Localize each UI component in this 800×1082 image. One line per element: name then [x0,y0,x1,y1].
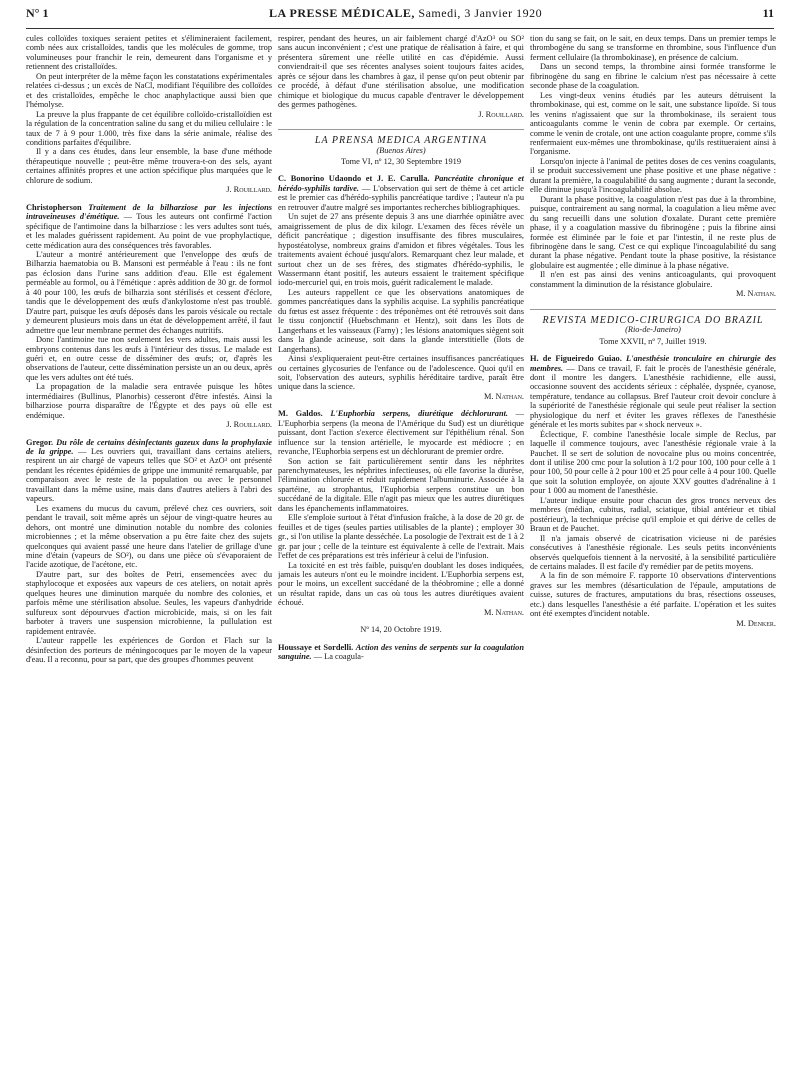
paragraph: L'auteur a montré antérieurement que l'enveloppe des œufs de Bilharzia haematobia ou B. Mansoni est perméable à l'eau : ils ne font pas éclosion dans l'urine sans addition d'eau. Elle est également perméable au formol, ou à l'émétique : après addition de 30 gr. de formol à 40 pour 100, les œufs de bilharzia sont stérilisés et cessent d'éclore, tandis que le développement des œufs d'ankylostome n'est pas troublé. D'autre part, puisque les œufs déposés dans les parois vésicale ou rectale y demeurent plusieurs mois dans un état de développement arrêté, il faut admettre que leur membrane permet des échanges nutritifs. [26,249,272,335]
abstract-author: M. Galdos. [278,409,323,419]
journal-name: LA PRESSE MÉDICALE, [269,6,415,20]
paragraph: Il n'en est pas ainsi des venins anticoagulants, qui provoquent constamment la diminution de la résistance globulaire. [530,270,776,289]
abstract-author: H. de Figueiredo Guiao. [530,354,622,364]
paragraph: Durant la phase positive, la coagulation n'est pas due à la thrombine, puisque, contrairement au sang normal, la coagulation a lieu même avec du sang recueilli dans une solution d'oxalate. Durant cette première phase, il y a coagulation massive du fibrinogène ; puis la fibrine ainsi formée est éliminée par le foie et par l'intestin, il ne reste plus de fibrinogène dans le sang. C'est ce qui explique l'incoagulabilité du sang durant la phase négative. Pendant toute la phase positive, la résistance globulaire est augmentée ; elle diminue à la phase négative. [530,194,776,270]
signature: J. Rouillard. [478,109,524,119]
journal-title [269,6,542,21]
abstract-title: Action des venins de serpents sur la coagulation sanguine. [278,642,524,662]
journal-name: LA PRENSA MEDICA ARGENTINA [278,129,524,145]
abstract-text: — Tous les auteurs ont confirmé l'action spécifique de l'antimoine dans la bilharziose : les vers adultes sont tués, et les malades guérissent rapidement. Au point de vue prophylactique, cette médication aura des conséquences très favorables. [26,212,272,250]
abstract-entry [278,643,524,662]
column-2 [278,34,524,1072]
abstract-text: — Dans ce travail, F. fait le procès de l'anesthésie générale, dont il montre les dangers. L'anesthésie rachidienne, elle aussi, occasionne souvent des accidents sérieux : céphalée, dyspnée, cyanose, température, tendance au collapsus. Bref l'auteur croit devoir conclure à la supériorité de l'anesthésie régionale qui seule peut réaliser la section physiologique du nerf et éviter les graves réflexes de l'anesthésie générale et les morts subites par « shock nerveux ». [530,363,776,430]
paragraph: La propagation de la maladie sera entravée puisque les hôtes intermédiaires (Bullinus, Planorbis) cesseront d'être infestés. Ainsi la bilharziose pourra disparaître de l'Égypte et des pays où elle est endémique. [26,382,272,420]
abstract-author: C. Bonorino Udaondo et J. E. Carulla. [278,174,430,184]
abstract-text: — La coagula- [313,652,364,662]
abstract-entry [278,409,524,617]
article-columns [26,34,776,1072]
paragraph: La preuve la plus frappante de cet équilibre colloïdo-cristalloïdien est la régulation de la concentration saline du sang et du milieu cellulaire : le taux de 7 à 9 pour 1.000, très fixe dans la série animale, réalise des conditions parfaites d'équilibre. [26,109,272,147]
signature: J. Rouillard. [226,185,272,195]
paragraph [278,409,524,456]
journal-volume: Tome XXVII, nº 7, Juillet 1919. [599,336,707,346]
paragraph: respirer, pendant des heures, un air faiblement chargé d'AzO³ ou SO² sans aucun inconvénient ; c'est une pratique de réalisation à faire, et qui présentera sûrement une réelle utilité en cas d'épidémie. Aussi conviendrait-il que ses récentes analyses soient toujours faites acides, après ce séjour dans les chambres à gaz, il pense qu'on peut obtenir par ce procédé, à défaut d'une stérilisation absolue, une modification chimique et biologique du mucus capable d'entraver le développement des germes pathogènes. [278,34,524,110]
paragraph: La toxicité en est très faible, puisqu'en doublant les doses indiquées, jamais les auteurs n'ont eu le moindre incident. L'Euphorbia serpens est, pour le moins, un excellent succédané de la théobromine ; elle a donné un résultat rapide, dans un cas où tous les autres diurétiques avaient échoué. [278,560,524,608]
journal-place: (Buenos Aires) [376,145,426,155]
paragraph: Les auteurs rappellent ce que les observations anatomiques de gommes pancréatiques dans la syphilis acquise. La syphilis pancréatique du fœtus est assez fréquente : des tréponèmes ont été retrouvés soit dans le tissu conjonctif (Huebschmann et Hentz), soit dans les îlots de Langerhans et les vaisseaux (Farny) ; les lésions anatomiques siègent soit dans la glande acineuse, soit dans la glande interstitielle (îlots de Langerhans). [278,287,524,354]
paragraph [530,354,776,430]
page-number: 11 [762,6,774,20]
abstract-author: Christopherson [26,202,82,212]
paragraph: On peut interpréter de la même façon les constatations expérimentales relatées ci-dessus ; un excès de NaCl, modifiant l'équilibre des colloïdes et des cristalloïdes, empêche le choc anaphylactique aussi bien que l'hémolyse. [26,71,272,110]
journal-name: REVISTA MEDICO-CIRURGICA DO BRAZIL [530,309,776,325]
abstract-text: — Les ouvriers qui, travaillant dans certains ateliers, respirent un air chargé de vapeurs telles que SO² et AzO³ ont présenté pendant les récentes épidémies de grippe une immunité remarquable, par comparaison avec le reste de la population ou avec le personnel travaillant dans la même usine, mais dans d'autres ateliers à l'abri des vapeurs. [26,447,272,504]
abstract-title: Du rôle de certains désinfectants gazeux dans la prophylaxie de la grippe. [26,437,272,457]
signature: M. Nathan. [483,607,524,617]
signature: M. Nathan. [483,391,524,401]
signature: J. Rouillard. [226,420,272,430]
journal-place: (Rio-de-Janeiro) [625,325,681,335]
column-3 [530,34,776,1072]
journal-heading [530,309,776,346]
paragraph: tion du sang se fait, on le sait, en deux temps. Dans un premier temps le thrombogène du sang se transforme en thrombine, sous l'influence d'un ferment cellulaire (la thrombokinase), en présence de calcium. [530,34,776,62]
abstract-author: Gregor. [26,437,54,447]
paragraph: D'autre part, sur des boîtes de Petri, ensemencées avec du staphylocoque et exposées aux vapeurs de ces ateliers, on notait après quelques heures une diminution marquée du nombre des colonies, et parfois même une stérilisation absolue. Seules, les vapeurs d'anhydride sulfureux sont dépourvues d'action microbicide, mais, si on les fait barboter à travers une suspension microbienne, la pullulation est rapidement entravée. [26,569,272,636]
page-header [26,6,774,29]
paragraph: cules colloïdes toxiques seraient petites et s'élimineraient facilement, comb nées aux cristalloïdes, tandis que les molécules de gomme, trop volumineuses pour franchir le rein, demeurent dans l'organisme et y retiennent des cristalloïdes. [26,34,272,72]
paragraph [278,643,524,662]
paragraph [26,438,272,504]
abstract-title: L'Euphorbia serpens, diurétique déchlorurant. [330,409,509,419]
paragraph: Éclectique, F. combine l'anesthésie locale simple de Reclus, par laquelle il commence toujours, avec l'anesthésie régionale vraie à la Pauchet. Il se sert de solution de novocaïne plus ou moins concentrée, dont il utilise 200 cmc pour la solution à 1/2 pour 100, 100 pour celle à 1 pour 100, 50 pour celle à 2 pour 100 et 25 pour celle à 4 pour 100. Quelle que soit la solution employée, on ajoute XXV gouttes d'adrénaline à 1 pour 1 000 au moment de l'anesthésie. [530,429,776,496]
abstract-title: Traitement de la bilharziose par les injections intraveineuses d'émétique. [26,202,272,222]
abstract-author: Houssaye et Sordelli. [278,642,354,652]
issue-number: N° 1 [26,6,49,20]
abstract-entry [278,174,524,401]
paragraph: L'auteur indique ensuite pour chacun des gros troncs nerveux des membres (médian, cubitus, radial, sciatique, tibial antérieur et tibial postérieur), la technique précise qu'il emploie et qui dérive de celles de Braun et de Pauchet. [530,495,776,534]
journal-heading [278,129,524,166]
paragraph: Il y a dans ces études, dans leur ensemble, la base d'une méthode thérapeutique nouvelle ; peut-être même trouvera-t-on des sels, ayant certaines affinités propres et une action spécifique plus marquées que le chlorure de sodium. [26,147,272,185]
abstract-text: — L'Euphorbia serpens (la meona de l'Amérique du Sud) est un diurétique puissant, dont l'action s'exerce électivement sur l'épithélium rénal. Son influence sur la tension artérielle, le myocarde est médiocre ; en revanche, l'Euphorbia serpens est un déchlorurant de premier ordre. [278,409,524,457]
paragraph: Les vingt-deux venins étudiés par les auteurs détruisent la thrombokinase, qui est, comme on le sait, une substance lipoïde. Si tous les venins n'agissaient que sur la thrombokinase, ils seraient tous anticoagulants comme le venin de cobra par exemple. Or certains, comme le venin de crotale, ont une action coagulante propre, comme s'ils renfermaient eux-mêmes une thrombokinase, qu'ils restitueraient ainsi à l'organisme. [530,90,776,157]
abstract-title: L'anesthésie tronculaire en chirurgie des membres. [530,354,776,373]
abstract-title: Pancréatite chronique et hérédo-syphilis tardive. [278,174,524,193]
journal-volume: Tome VI, nº 12, 30 Septembre 1919 [340,156,462,166]
paragraph: L'auteur rappelle les expériences de Gordon et Flach sur la désinfection des porteurs de méningocoques par le moyen de la vapeur d'eau. Il a reconnu, pour sa part, que des groupes d'hommes peuvent [26,636,272,664]
paragraph: Donc l'antimoine tue non seulement les vers adultes, mais aussi les embryons contenus dans les œufs à l'intérieur des tissus. Le malade est guéri et, en outre cesse de disséminer des œufs; or, d'après les observations de l'auteur, cette dissémination persiste un an ou deux, après que les vers adultes ont été tués. [26,335,272,382]
signature: M. Denker. [736,618,776,628]
paragraph: Un sujet de 27 ans présente depuis 3 ans une diarrhée opiniâtre avec amaigrissement de plus de dix kilogr. L'examen des fèces révèle un déficit pancréatique ; digestion insuffisante des fibres musculaires, hypostéatolyse, nombreux grains d'amidon et fibres végétales. Tous les traitements avaient échoué jusqu'alors. Remarquant chez leur malade, et surtout chez un de ses frères, des stigmates d'hérédo-syphilis, le Wassermann étant positif, les auteurs essaient le traitement spécifique iodo-mercuriel qui, en trois mois, guérit radicalement le malade. [278,212,524,288]
abstract-entry [26,203,272,430]
paragraph: Les examens du mucus du cavum, prélevé chez ces ouvriers, soit pendant le travail, soit même après un séjour de vingt-quatre heures au dehors, ont montré une diminution notable du nombre des colonies microbiennes ; et la même observation a pu être faite chez des sujets quelconques qui avaient passé une heure dans l'atelier de grillage d'une mine d'étain (vapeurs de SO²), ou dans une pièce où s'évaporaient de l'acide azotique, de l'acétone, etc. [26,503,272,570]
paragraph: Lorsqu'on injecte à l'animal de petites doses de ces venins coagulants, il se produit successivement une phase positive et une phase négative : durant la première, la coagulabilité du sang augmente ; durant la seconde, elle diminue jusqu'à l'incoagulabilité absolue. [530,156,776,195]
paragraph: Elle s'emploie surtout à l'état d'infusion fraîche, à la dose de 20 gr. de feuilles et de tiges (seules parties utilisables de la plante) ; employer 30 gr., si l'on utilise la plante desséchée. La posologie de l'extrait est de 1 à 2 gr. par jour ; celle de la teinture est équivalente à celle de l'extrait. Mais l'effet de ces préparations est très inférieur à celui de l'infusion. [278,513,524,561]
paragraph: A la fin de son mémoire F. rapporte 10 observations d'interventions graves sur les membres (désarticulation de l'épaule, amputations de cuisse, sutures de fractures, amputations du bras, résections osseuses, etc.) dans lesquelles l'anesthésie a été parfaite. L'opération et les suites ont été exemptes d'incident notable. [530,571,776,619]
paragraph: Ainsi s'expliqueraient peut-être certaines insuffisances pancréatiques ou certaines glycosuries de l'enfance ou de l'adolescence. Quoi qu'il en soit, l'observation des auteurs, syphilis héréditaire tardive, paraît être unique dans la science. [278,354,524,392]
paragraph [278,174,524,212]
abstract-entry [26,438,272,665]
paragraph: Il n'a jamais observé de cicatrisation vicieuse ni de parésies consécutives à l'anesthésie régionale. Les seuls petits inconvénients observés quelquefois tiennent à la nervosité, à la sensibilité particulière de certains malades. Il est facile d'y remédier par de petits moyens. [530,533,776,572]
column-1 [26,34,272,1072]
abstract-entry [530,354,776,628]
issue-heading: Nº 14, 20 Octobre 1919. [360,625,442,635]
paragraph: Son action se fait particulièrement sentir dans les néphrites parenchymateuses, les néphrites infectieuses, où elle favorise la diurèse, l'élimination chlorurée et réduit rapidement l'albuminurie. Associée à la spartéine, au strophantus, l'Euphorbia serpens constitue un bon succédané de la digitale. Elle n'agit pas mieux que les autres diurétiques dans les épanchements inflammatoires. [278,456,524,513]
signature: M. Nathan. [735,289,776,299]
issue-date: Samedi, 3 Janvier 1920 [418,6,543,20]
paragraph [26,203,272,250]
paragraph: Dans un second temps, la thrombine ainsi formée transforme le fibrinogène du sang en fibrine le calcium n'est pas nécessaire à cette seconde phase de la coagulation. [530,62,776,91]
abstract-text: — L'observation qui sert de thème à cet article est le premier cas d'hérédo-syphilis pancréatique tardive ; l'auteur n'a pu en retrouver d'autre malgré ses importantes recherches bibliographiques. [278,183,524,212]
